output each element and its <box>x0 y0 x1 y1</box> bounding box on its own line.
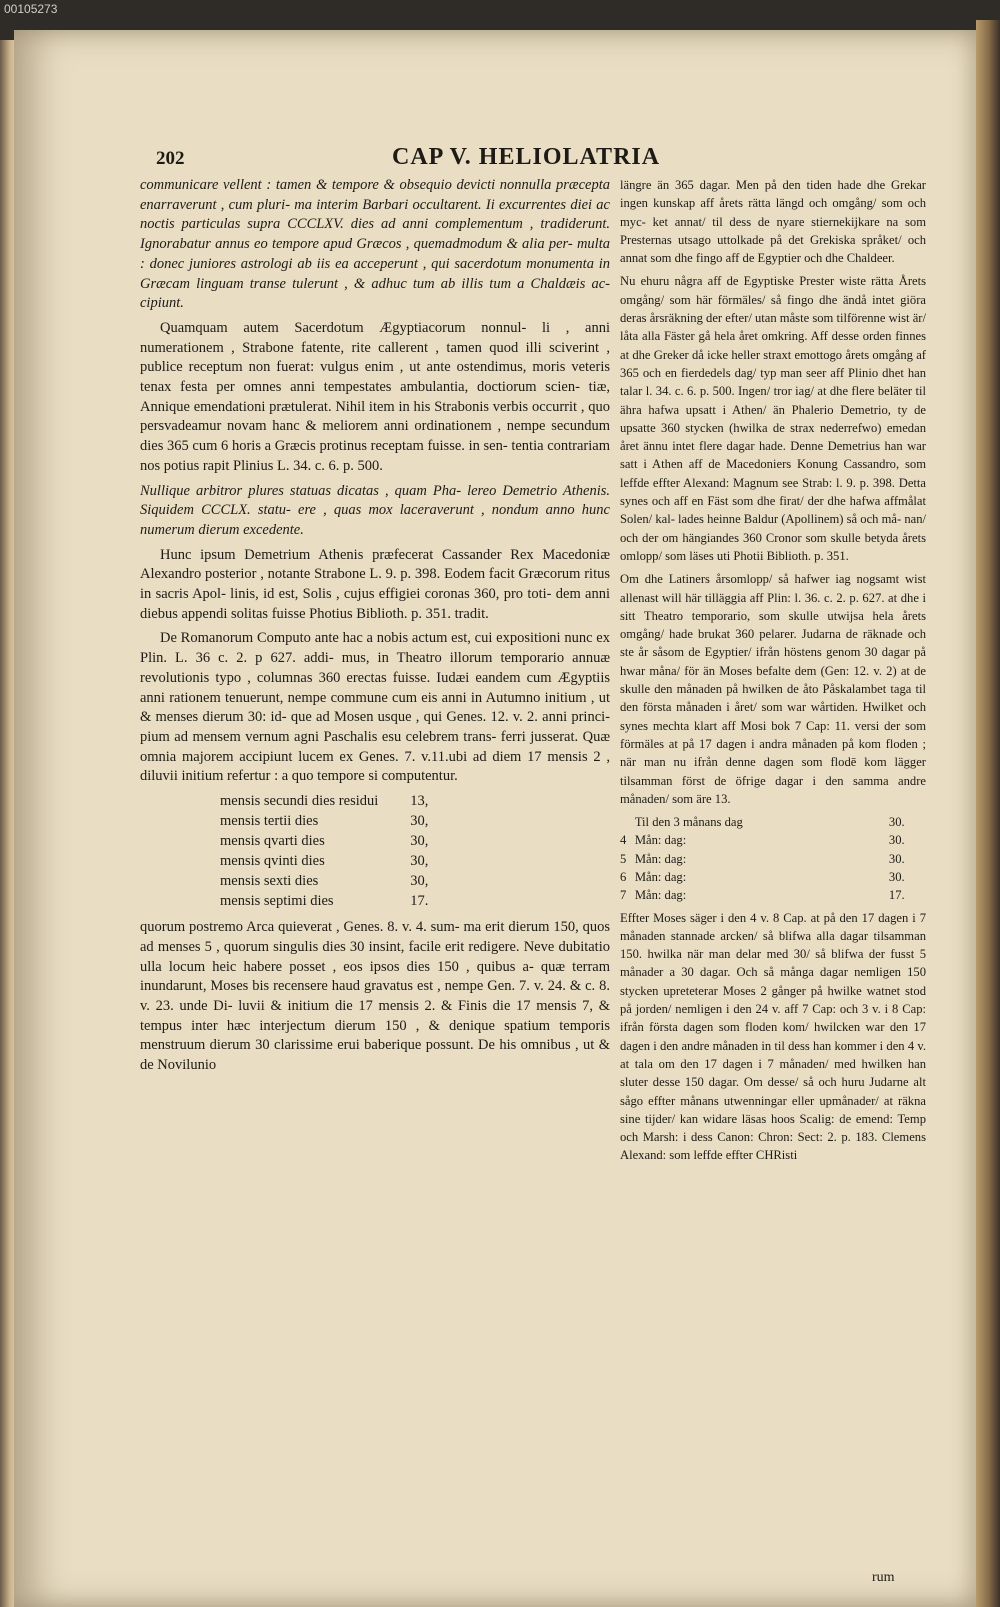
month-days: 30. <box>888 815 905 830</box>
month-days: 30, <box>410 873 429 890</box>
page-number: 202 <box>156 148 185 169</box>
table-row <box>620 850 926 868</box>
month-label: Mån: dag: <box>634 851 687 866</box>
swedish-column <box>620 176 926 1170</box>
table-row <box>620 813 926 831</box>
swedish-paragraph-3: Om dhe Latiners årsomlopp/ så hafwer iag nogsamt wist allenast will här tilläggia aff Plin: l. 36. c. 2. p. 627. at dhe i sitt Theatro temporario, som skulle utwijsa hela årets omgång/ hade brukat 360 pelarer. Judarna de räknade och ste år såsom de Egyptier/ ifrån höstens genom 30 dagar på hwar måna/ för än Moses befalte dem (Gen: 12. v. 2) at de skulle den månaden på hwilken de åto Påskalambet taga til den första månaden i året/ som war wårtiden. Hwilket och synes mechta klart aff Mosi bok 7 Cap: 11. versi der som förmäles at på 17 dagen i andra månaden på kom floden ; när man nu ifrån denne dagen som flodē kom lägger tilsamman först de öfrige dagar i den samma andre månaden/ som äre 13. <box>620 572 926 806</box>
table-row <box>220 892 436 912</box>
latin-months-table <box>220 792 436 912</box>
table-row <box>620 831 926 849</box>
scan-id-label: 00105273 <box>4 2 58 16</box>
table-row <box>220 812 436 832</box>
latin-paragraph-3: Hunc ipsum Demetrium Athenis præfecerat Cassander Rex Macedoniæ Alexandro posterior , notante Strabone L. 9. p. 398. Eodem facit Græcorum ritus in sacris Apol- linis, id est, Solis , cujus effigiei coronas 360, pro toti- dem anni diebus appendi solitas fuisse Photius Biblioth. p. 351. tradit. <box>140 546 610 622</box>
month-days: 30. <box>888 851 905 866</box>
month-days: 13, <box>410 793 429 810</box>
month-days: 30, <box>410 853 429 870</box>
month-number: 7 <box>620 888 627 903</box>
month-label: mensis qvinti dies <box>220 853 325 870</box>
table-row <box>220 872 436 892</box>
latin-paragraph-5: quorum postremo Arca quieverat , Genes. 8. v. 4. sum- ma erit dierum 150, quos ad menses 5 , quorum singulis dies 30 insint, facile erit redigere. Neve dubitatio ulla locum heic habere posset , eos ipsos dies 150 , quibus a- quæ terram inundarunt, Moses bis recensere haud gravatus est , nempe Gen. 7. v. 24. & c. 8. v. 23. unde Di- luvii & initium die 17 mensis 2. & Finis die 17 mensis 7, & tempus inter hæc interjectum dierum 150 , & denique spatium temporis menstruum dierum 30 clarissime erui baberique possunt. De his omnibus , ut & de Novilunio <box>140 919 610 1074</box>
running-title: CAP V. HELIOLATRIA <box>392 144 661 170</box>
month-days: 17. <box>888 888 905 903</box>
month-label: mensis sexti dies <box>220 873 319 890</box>
month-label: Mån: dag: <box>634 888 687 903</box>
month-number <box>620 813 635 831</box>
swedish-paragraph-1: längre än 365 dagar. Men på den tiden hade dhe Grekar ingen kunskap aff årets rätta längd och omgång/ som och myc- ket annat/ til dess de nyare stiernekijkare na som Presternas utsago uttolkade på det Grekiska språket/ och annat som dhe fingo aff de Egyptier och dhe Chaldeer. <box>620 178 926 266</box>
month-label: Til den 3 månans dag <box>634 815 743 830</box>
catchword: rum <box>872 1570 895 1585</box>
month-number: 4 <box>620 833 627 848</box>
table-row <box>220 792 436 812</box>
month-days: 30, <box>410 833 429 850</box>
latin-paragraph-2: Quamquam autem Sacerdotum Ægyptiacorum nonnul- li , anni numerationem , Strabone fatente, rite callerent , tamen quod illi sciverint , publice receptum non fuerat: vulgus enim , ut ante ostendimus, moris veteris tenax festa per omnes anni tempestates ambulantia, doctiorum scien- tiæ, Annique emendationi prætulerat. Nihil item in his Strabonis verbis occurrit , quo persvadeamur novam hanc & meliorem anni ordinationem , nempe secundum dies 365 cum 6 horis a Græcis protinus receptam fuisse. in sen- tentia contrariam nos potius rapit Plinius L. 34. c. 6. p. 500. <box>140 319 610 474</box>
month-number: 6 <box>620 869 627 884</box>
month-days: 30. <box>888 833 905 848</box>
month-label: Mån: dag: <box>634 833 687 848</box>
month-label: mensis qvarti dies <box>220 833 325 850</box>
month-label: mensis tertii dies <box>220 813 319 830</box>
month-number: 5 <box>620 851 627 866</box>
page-edges <box>976 20 1000 1607</box>
swedish-months-table <box>620 813 926 904</box>
month-label: mensis secundi dies residui <box>220 793 379 810</box>
latin-quote-pliny: Nullique arbitror plures statuas dicatas , quam Pha- lereo Demetrio Athenis. Siquidem CCCLX. statu- ere , quas mox laceraverunt , nondum anno hunc numerum dierum excedente. <box>140 482 610 538</box>
month-days: 30, <box>410 813 429 830</box>
table-row <box>220 852 436 872</box>
month-label: Mån: dag: <box>634 869 687 884</box>
table-row <box>620 886 926 904</box>
swedish-paragraph-4: Effter Moses säger i den 4 v. 8 Cap. at på den 17 dagen i 7 månaden stannade arcken/ så blifwa alla dagar tilsamman 150. hwilka när man delar med 30/ så blifwa der fusst 5 månader a 30 dagar. Och så många dagar nemligen 150 stycken upreteterar Moses 2 gånger på hwilke watnet stod på jorden/ nemligen i den 24 v. aff 7 Cap: och 3 v. i 8 Cap: ifrån första dagen som floden kom/ hwilcken war den 17 dagen i den andre månaden in til dess han kommer i den 4 v. at tala om den 17 dagen i 7 månaden/ med hwilken han sluter desse 150 dagar. Om desse/ så och huru Judarne alt sågo effter månans utwenningar eller upmånader/ at räkna sine tijder/ kan widare läsas hoos Scalig: de emend: Temp och Marsh: i dess Canon: Chron: Sect: 2. p. 183. Clemens Alexand: som leffde effter CHRisti <box>620 910 926 1163</box>
latin-paragraph-4: De Romanorum Computo ante hac a nobis actum est, cui expositioni nunc ex Plin. L. 36 c. 2. p 627. addi- mus, in Theatro illorum temporario annuæ revolutionis typo , columnas 360 erectas fuisse. Iudæi eandem cum Ægyptiis anni rationem tenuerunt, nempe commune cum eis anni in Autumno initium , ut & menses dierum 30: id- que ad Mosen usque , qui Genes. 12. v. 2. anni princi- pium ad mensem vernum agni Paschalis esu celebrem trans- ferri jusserat. Quæ omnia majorem accipiunt lucem ex Genes. 7. v.11.ubi ad diem 17 mensis 2 , diluvii initium refertur : a quo tempore si computentur. <box>140 630 610 785</box>
running-header <box>152 144 962 172</box>
table-row <box>220 832 436 852</box>
swedish-paragraph-2: Nu ehuru några aff de Egyptiske Prester wiste rätta Årets omgång/ som här förmäles/ så fingo dhe ändå intet giöra deras årsräkning der efter/ utan måste som tilförenne wist är/ låta alla Fäster gå hela året omkring. Aff desse orden finnes at dhe Greker då icke heller straxt emottogo årets omgång af 365 och en fierdedels dag/ typ man seer aff Plinio dhet han talar l. 34. c. 6. p. 500. Ingen/ tror iag/ at dhe flere beläter til ähra hafwa upsatt i Athen/ än Phalerio Demetrio, ty de upsatte 360 stycken (hwilka de strax nederrefwo) emedan året ännu intet flere dagar hade. Denne Demetrius han war satt i Athen aff de Macedoniers Konung Cassandro, som leffde effter Alexand: Magnum see Strab: l. 9. p. 398. Detta synes och aff en Fäst som dhe firat/ der dhe hafwa affmålat Solen/ kal- lades heinne Baldur (Apollinem) så och må- nan/ och der om hängiandes 360 Cronor som skulle betyda årets omlopp/ som läses uti Photii Biblioth. p. 351. <box>620 274 927 563</box>
latin-paragraph-1: communicare vellent : tamen & tempore & obsequio devicti nonnulla præcepta enarraverunt , cum pluri- ma interim Barbari occultarent. Ii excurrentes diei ac noctis particulas supra CCCLXV. dies ad anni complementum , tradiderunt. Ignorabatur annus eo tempore apud Græcos , quemadmodum & alia per- multa : donec juniores astrologi ab iis ea acceperunt , qui sacerdotum monumenta in Græcam linguam transe tulerunt , & adhuc tum ab illis tum a Chaldæis ac- cipiunt. <box>140 177 610 312</box>
month-days: 17. <box>410 893 429 910</box>
latin-column <box>140 176 610 1081</box>
month-label: mensis septimi dies <box>220 893 334 910</box>
table-row <box>620 868 926 886</box>
month-days: 30. <box>888 869 905 884</box>
